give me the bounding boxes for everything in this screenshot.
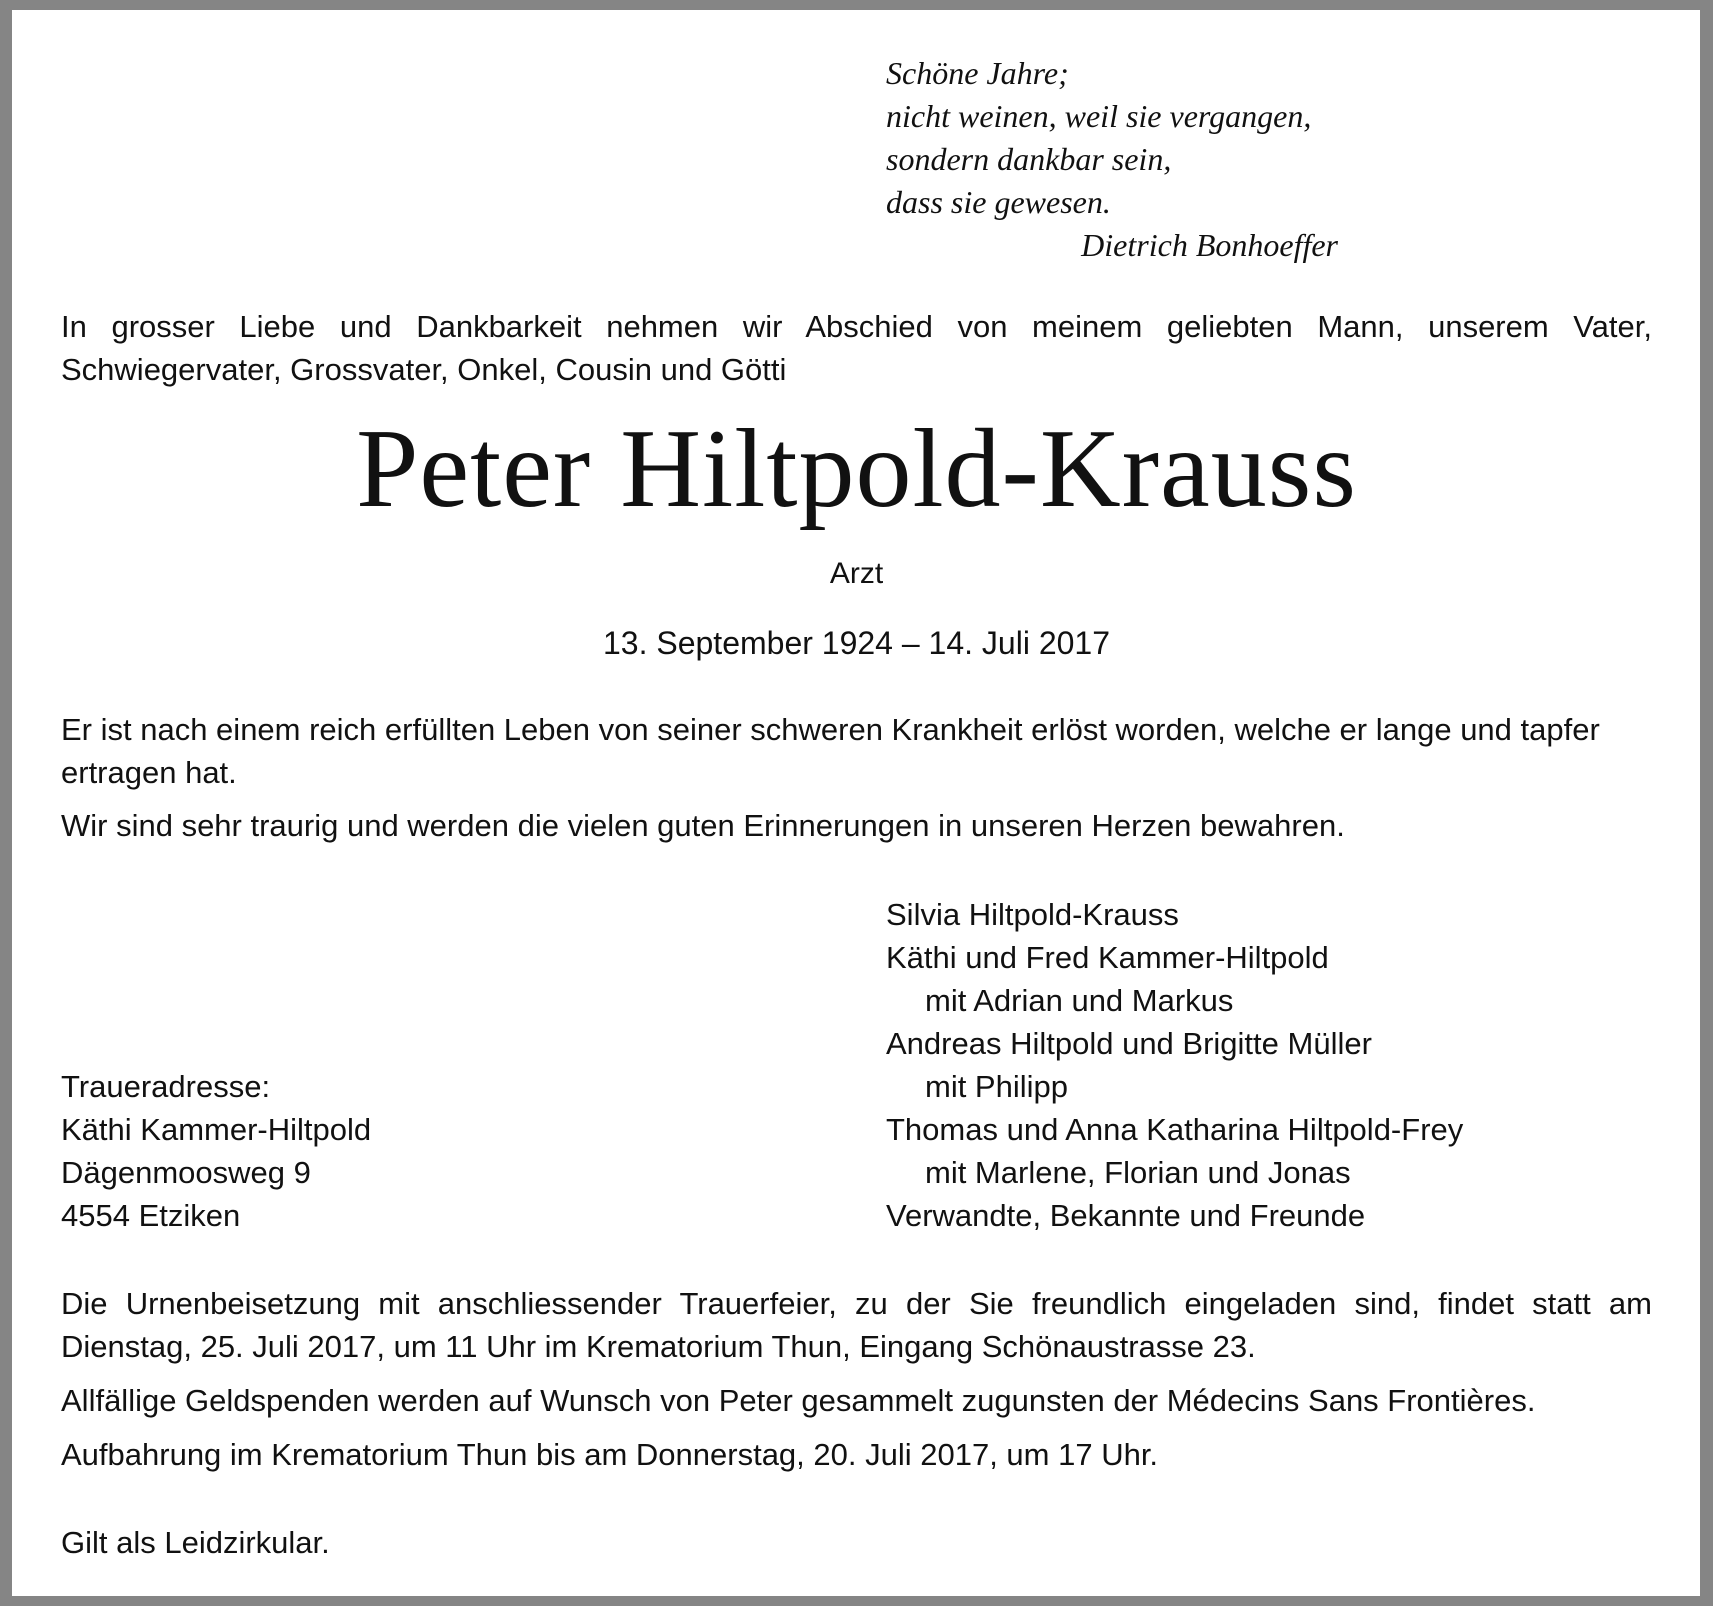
address-city: 4554 Etziken: [61, 1198, 241, 1233]
intro-paragraph: In grosser Liebe und Dankbarkeit nehmen wir Abschied von meinem geliebten Mann, unserem Vater, Schwiegervater, Grossvater, Onkel, Cousin und Götti: [61, 309, 1652, 387]
quote-line: sondern dankbar sein,: [886, 141, 1172, 177]
mourner-line: Käthi und Fred Kammer-Hiltpold: [886, 940, 1329, 975]
mourner-line: mit Adrian und Markus: [925, 983, 1234, 1018]
address-street: Dägenmoosweg 9: [61, 1155, 311, 1190]
body-paragraph: Er ist nach einem reich erfüllten Leben von seiner schweren Krankheit erlöst worden, welche er lange und tapfer ertragen hat.: [61, 712, 1600, 790]
mourner-line: Thomas und Anna Katharina Hiltpold-Frey: [886, 1112, 1464, 1147]
viewing-note: Aufbahrung im Krematorium Thun bis am Donnerstag, 20. Juli 2017, um 17 Uhr.: [61, 1437, 1159, 1472]
mourning-address: [61, 1065, 661, 1237]
address-name: Käthi Kammer-Hiltpold: [61, 1112, 372, 1147]
quote-line: dass sie gewesen.: [886, 184, 1111, 220]
body-text: [61, 708, 1652, 857]
mourner-line: Andreas Hiltpold und Brigitte Müller: [886, 1026, 1372, 1061]
body-paragraph: Wir sind sehr traurig und werden die vielen guten Erinnerungen in unseren Herzen bewahren.: [61, 808, 1345, 843]
mourner-line: Verwandte, Bekannte und Freunde: [886, 1198, 1366, 1233]
mourner-line: mit Marlene, Florian und Jonas: [925, 1155, 1351, 1190]
quote-line: Schöne Jahre;: [886, 55, 1069, 91]
circular-note: Gilt als Leidzirkular.: [61, 1525, 330, 1560]
mourners-list: [886, 893, 1666, 1237]
epigraph-quote: [886, 52, 1406, 267]
funeral-details: Die Urnenbeisetzung mit anschliessender Trauerfeier, zu der Sie freundlich eingeladen sind, findet statt am Dienstag, 25. Juli 2017, um 11 Uhr im Krematorium Thun, Eingang Schönaustrasse 23.: [61, 1286, 1652, 1364]
life-dates: 13. September 1924 – 14. Juli 2017: [602, 625, 1111, 661]
quote-author: Dietrich Bonhoeffer: [1081, 227, 1338, 263]
donation-note: Allfällige Geldspenden werden auf Wunsch von Peter gesammelt zugunsten der Médecins Sans Frontières.: [61, 1383, 1536, 1418]
deceased-name: Peter Hiltpold-Krauss: [356, 407, 1357, 531]
deceased-profession: Arzt: [829, 557, 884, 590]
mourner-line: Silvia Hiltpold-Krauss: [886, 897, 1179, 932]
address-label: Traueradresse:: [61, 1069, 271, 1104]
quote-line: nicht weinen, weil sie vergangen,: [886, 98, 1312, 134]
mourner-line: mit Philipp: [925, 1069, 1068, 1104]
closing-text: [61, 1282, 1652, 1487]
